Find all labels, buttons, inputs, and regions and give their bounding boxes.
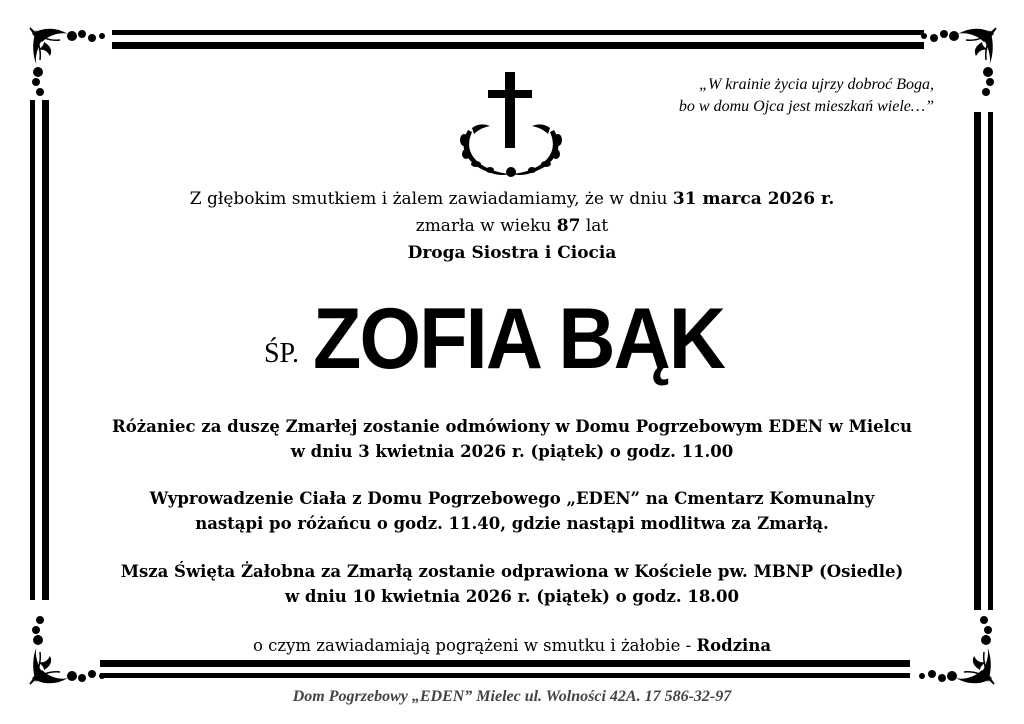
mass-line-1: Msza Święta Żałobna za Zmarłą zostanie odprawiona w Kościele pw. MBNP (Osiedle) — [120, 562, 904, 581]
epigraph-quote — [594, 74, 934, 118]
closing-line — [60, 633, 964, 658]
sp-prefix: ŚP. — [263, 338, 300, 369]
relation-text: Droga Siostra i Ciocia — [407, 243, 617, 263]
frame-top-inner — [112, 42, 924, 49]
quote-line-1: „W krainie życia ujrzy dobroć Boga, — [699, 76, 934, 93]
procession-paragraph — [60, 486, 964, 536]
frame-bottom-outer — [100, 673, 910, 678]
age-suffix: lat — [580, 216, 609, 236]
frame-bottom-inner — [100, 660, 910, 667]
family-signature: Rodzina — [696, 636, 772, 655]
intro-line-1 — [60, 186, 964, 213]
age-value: 87 — [556, 216, 581, 236]
cross-icon — [488, 72, 532, 148]
deceased-name-row — [0, 290, 1024, 390]
relation-line — [60, 240, 964, 267]
procession-line-1: Wyprowadzenie Ciała z Domu Pogrzebowego „EDEN” na Cmentarz Komunalny — [149, 489, 875, 508]
procession-line-2: nastąpi po różańcu o godz. 11.40, gdzie nastąpi modlitwa za Zmarłą. — [195, 514, 829, 533]
floral-corner-icon — [24, 22, 114, 112]
intro-line-2 — [60, 213, 964, 240]
funeral-home-footer: Dom Pogrzebowy „EDEN” Mielec ul. Wolności 42A. 17 586-32-97 — [292, 688, 732, 705]
closing-text: o czym zawiadamiają pogrążeni w smutku i żałobie - — [252, 636, 697, 655]
rosary-paragraph — [60, 414, 964, 464]
age-prefix: zmarła w wieku — [415, 216, 557, 236]
announcement-intro — [60, 186, 964, 267]
quote-line-2: bo w domu Ojca jest mieszkań wiele…” — [678, 98, 934, 115]
mass-paragraph — [60, 559, 964, 609]
cross-wreath-emblem — [446, 70, 576, 178]
intro-text: Z głębokim smutkiem i żalem zawiadamiamy, że w dniu — [189, 189, 673, 209]
rosary-line-1: Różaniec za duszę Zmarłej zostanie odmówiony w Domu Pogrzebowym EDEN w Mielcu — [112, 417, 912, 436]
rosary-line-2: w dniu 3 kwietnia 2026 r. (piątek) o godz. 11.00 — [290, 442, 734, 461]
death-date: 31 marca 2026 r. — [672, 189, 835, 209]
deceased-name: ZOFIA BĄK — [313, 291, 725, 387]
mass-line-2: w dniu 10 kwietnia 2026 r. (piątek) o godz. 18.00 — [284, 587, 740, 606]
frame-top-outer — [112, 30, 924, 35]
